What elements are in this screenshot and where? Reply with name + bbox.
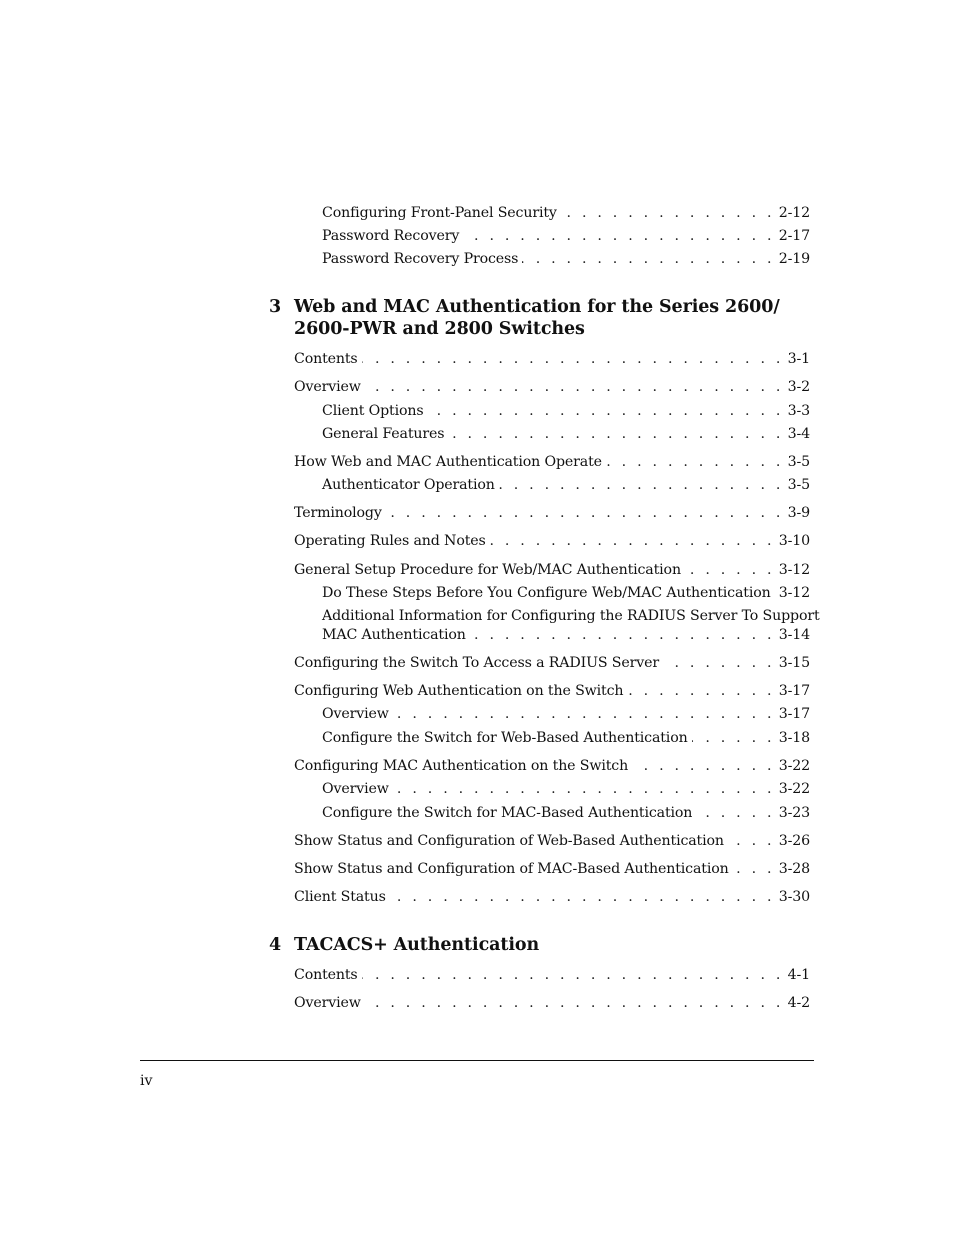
dot-leader [522, 250, 774, 268]
toc-entry-page: 3-12 [778, 562, 810, 578]
toc-entry-title: Operating Rules and Notes [294, 533, 486, 549]
toc-subentry[interactable] [322, 626, 810, 644]
toc-entry-title: How Web and MAC Authentication Operate [294, 454, 602, 470]
toc-entry-page: 3-17 [778, 683, 810, 699]
toc-entry-page: 4-2 [787, 995, 810, 1011]
dot-leader [390, 888, 775, 906]
toc-entry[interactable] [294, 654, 810, 672]
toc-entry-title: Overview [322, 781, 389, 797]
chapter-title-continued[interactable]: 2600-PWR and 2800 Switches [294, 319, 585, 339]
dot-leader [365, 378, 784, 396]
toc-entry-title: Configuring MAC Authentication on the Switch [294, 758, 629, 774]
chapter-title[interactable]: TACACS+ Authentication [294, 935, 540, 955]
dot-leader [632, 757, 775, 775]
toc-entry-page: 3-30 [778, 889, 810, 905]
toc-entry-title: Configuring Web Authentication on the Switch [294, 683, 624, 699]
toc-entry-title: Overview [322, 706, 389, 722]
toc-entry-title: Password Recovery [322, 228, 460, 244]
dot-leader [490, 532, 775, 550]
toc-entry-page: 3-14 [778, 627, 810, 643]
toc-entry-title: General Setup Procedure for Web/MAC Authentication [294, 562, 681, 578]
dot-leader [362, 966, 784, 984]
toc-entry-page: 3-15 [778, 655, 810, 671]
dot-leader [393, 780, 775, 798]
dot-leader [470, 626, 775, 644]
dot-leader [499, 476, 784, 494]
toc-subentry[interactable] [322, 425, 810, 443]
toc-subentry[interactable] [322, 780, 810, 798]
toc-entry-title: Configuring Front-Panel Security [322, 205, 557, 221]
toc-entry-page: 2-19 [778, 251, 810, 267]
page-number: iv [140, 1073, 153, 1089]
toc-subentry-wrapped-line[interactable]: Additional Information for Configuring the RADIUS Server To Support [322, 608, 820, 624]
dot-leader [428, 402, 784, 420]
toc-entry-title: Configure the Switch for Web-Based Authentication [322, 730, 688, 746]
toc-entry-title: Contents [294, 967, 358, 983]
chapter-title[interactable]: Web and MAC Authentication for the Series 2600/ [294, 297, 780, 317]
toc-entry-title: Authenticator Operation [322, 477, 495, 493]
toc-entry-page: 2-12 [778, 205, 810, 221]
toc-subentry[interactable] [322, 729, 810, 747]
toc-entry[interactable] [294, 561, 810, 579]
toc-entry[interactable] [322, 250, 810, 268]
toc-entry[interactable] [294, 860, 810, 878]
dot-leader [606, 453, 784, 471]
toc-entry-page: 3-10 [778, 533, 810, 549]
toc-entry-title: Client Options [322, 403, 424, 419]
dot-leader [728, 832, 775, 850]
dot-leader [685, 561, 775, 579]
toc-entry[interactable] [294, 682, 810, 700]
toc-entry-title: Do These Steps Before You Configure Web/MAC Authentication [322, 585, 771, 601]
dot-leader [561, 204, 775, 222]
dot-leader [692, 729, 775, 747]
toc-entry[interactable] [294, 504, 810, 522]
dot-leader [448, 425, 783, 443]
dot-leader [733, 860, 775, 878]
toc-entry-title: Overview [294, 995, 361, 1011]
toc-entry-page: 3-18 [778, 730, 810, 746]
toc-entry-page: 3-17 [778, 706, 810, 722]
toc-entry-page: 2-17 [778, 228, 810, 244]
toc-entry-page: 3-9 [787, 505, 810, 521]
toc-entry[interactable] [294, 888, 810, 906]
toc-subentry[interactable] [322, 804, 810, 822]
toc-entry-page: 3-26 [778, 833, 810, 849]
toc-entry-title: Show Status and Configuration of Web-Based Authentication [294, 833, 724, 849]
toc-entry-page: 3-22 [778, 758, 810, 774]
dot-leader [386, 504, 784, 522]
toc-entry-page: 3-23 [778, 805, 810, 821]
toc-entry-page: 3-28 [778, 861, 810, 877]
toc-entry-page: 3-12 [778, 585, 810, 601]
toc-subentry[interactable] [322, 476, 810, 494]
toc-subentry[interactable] [322, 402, 810, 420]
toc-entry-title: Client Status [294, 889, 386, 905]
toc-entry[interactable] [294, 453, 810, 471]
toc-entry-title: Configuring the Switch To Access a RADIUS Server [294, 655, 659, 671]
toc-entry[interactable] [294, 994, 810, 1012]
dot-leader [627, 682, 774, 700]
toc-entry-page: 3-5 [787, 454, 810, 470]
dot-leader [393, 705, 775, 723]
toc-subentry[interactable] [322, 705, 810, 723]
dot-leader [365, 994, 784, 1012]
toc-entry-page: 3-22 [778, 781, 810, 797]
toc-entry-page: 3-3 [787, 403, 810, 419]
toc-entry-page: 3-4 [787, 426, 810, 442]
dot-leader [463, 227, 775, 245]
toc-entry[interactable] [294, 832, 810, 850]
toc-entry-title: Show Status and Configuration of MAC-Based Authentication [294, 861, 729, 877]
toc-entry-page: 3-1 [787, 351, 810, 367]
dot-leader [362, 350, 784, 368]
toc-entry[interactable] [294, 757, 810, 775]
chapter-number: 4 [269, 935, 282, 955]
toc-entry[interactable] [322, 204, 810, 222]
chapter-number: 3 [269, 297, 282, 317]
toc-entry-title: Overview [294, 379, 361, 395]
toc-subentry[interactable] [322, 584, 810, 602]
toc-entry-title: Contents [294, 351, 358, 367]
toc-entry-title: Configure the Switch for MAC-Based Authentication [322, 805, 693, 821]
dot-leader [663, 654, 775, 672]
toc-entry-title: MAC Authentication [322, 627, 466, 643]
toc-entry-title: General Features [322, 426, 445, 442]
toc-entry-page: 4-1 [787, 967, 810, 983]
toc-entry[interactable] [322, 227, 810, 245]
toc-entry-page: 3-5 [787, 477, 810, 493]
toc-entry[interactable] [294, 532, 810, 550]
toc-entry-title: Terminology [294, 505, 382, 521]
toc-entry[interactable] [294, 350, 810, 368]
toc-entry[interactable] [294, 378, 810, 396]
toc-entry-title: Password Recovery Process [322, 251, 519, 267]
dot-leader [696, 804, 774, 822]
footer-rule [140, 1060, 814, 1061]
toc-entry-page: 3-2 [787, 379, 810, 395]
toc-entry[interactable] [294, 966, 810, 984]
